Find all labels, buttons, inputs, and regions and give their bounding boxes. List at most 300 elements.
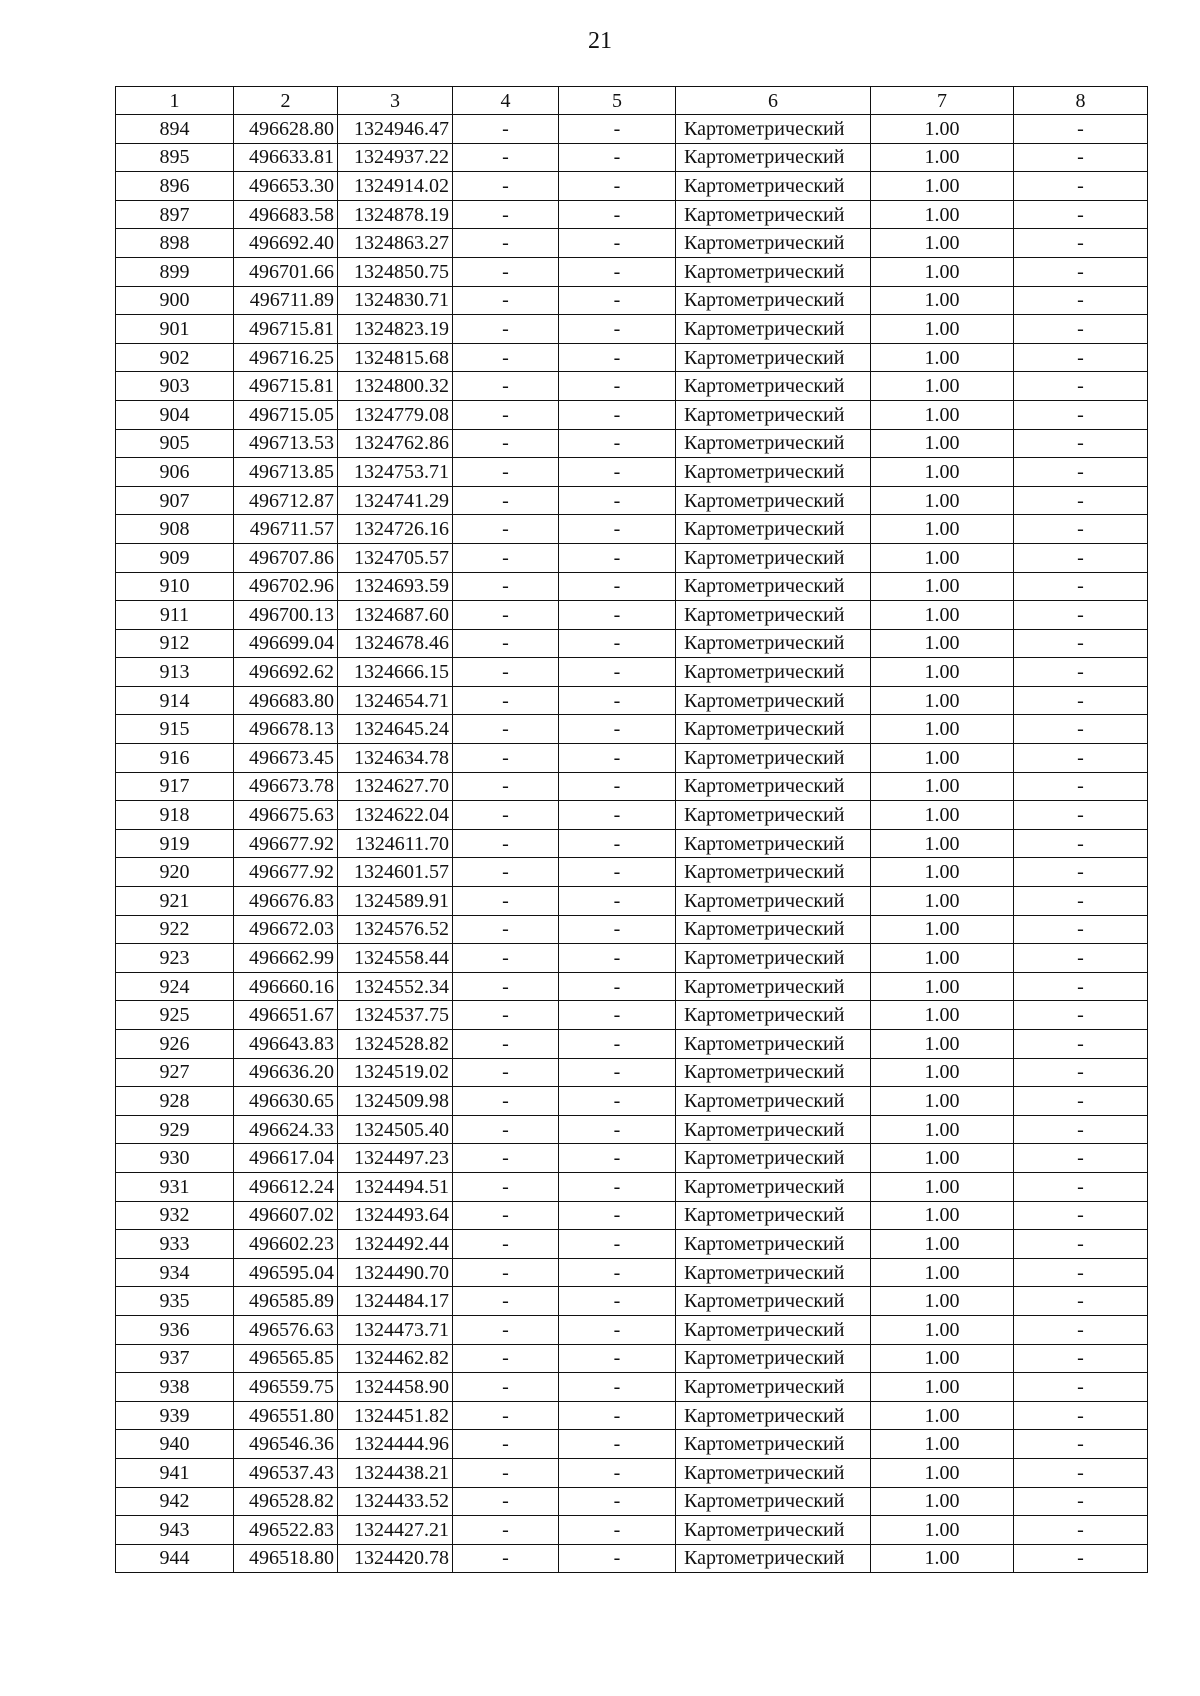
table-cell: 496678.13 <box>234 715 338 744</box>
table-cell: 496715.05 <box>234 400 338 429</box>
table-cell: 1324687.60 <box>338 601 453 630</box>
table-cell: - <box>559 486 676 515</box>
table-cell: - <box>559 372 676 401</box>
table-cell: - <box>453 1144 559 1173</box>
table-row <box>116 172 1148 201</box>
table-cell: - <box>1014 1344 1148 1373</box>
table-cell: 496692.40 <box>234 229 338 258</box>
table-cell: - <box>1014 1544 1148 1573</box>
table-cell: 1324438.21 <box>338 1458 453 1487</box>
table-cell: 496683.58 <box>234 200 338 229</box>
table-cell: 939 <box>116 1401 234 1430</box>
table-row <box>116 1058 1148 1087</box>
table-cell: - <box>1014 429 1148 458</box>
table-cell: 496672.03 <box>234 915 338 944</box>
table-cell: 1324611.70 <box>338 829 453 858</box>
table-cell: - <box>559 1230 676 1259</box>
table-row <box>116 400 1148 429</box>
table-cell: 1324678.46 <box>338 629 453 658</box>
table-cell: Картометрический <box>676 1172 871 1201</box>
table-cell: Картометрический <box>676 1458 871 1487</box>
table-cell: - <box>453 1458 559 1487</box>
table-row <box>116 1373 1148 1402</box>
table-cell: 1324622.04 <box>338 801 453 830</box>
table-row <box>116 744 1148 773</box>
table-cell: - <box>453 315 559 344</box>
table-cell: 496636.20 <box>234 1058 338 1087</box>
table-cell: 930 <box>116 1144 234 1173</box>
table-cell: 496713.85 <box>234 458 338 487</box>
table-cell: 1324850.75 <box>338 257 453 286</box>
table-cell: 1324451.82 <box>338 1401 453 1430</box>
table-cell: 1.00 <box>871 715 1014 744</box>
table-cell: - <box>453 229 559 258</box>
table-cell: Картометрический <box>676 1058 871 1087</box>
table-cell: 496522.83 <box>234 1516 338 1545</box>
table-cell: - <box>559 858 676 887</box>
table-cell: 1.00 <box>871 372 1014 401</box>
table-cell: 940 <box>116 1430 234 1459</box>
table-cell: 1.00 <box>871 257 1014 286</box>
table-cell: 1.00 <box>871 1230 1014 1259</box>
table-cell: 1.00 <box>871 1115 1014 1144</box>
table-row <box>116 1115 1148 1144</box>
table-cell: 1324427.21 <box>338 1516 453 1545</box>
table-cell: 1324693.59 <box>338 572 453 601</box>
table-cell: 496715.81 <box>234 315 338 344</box>
table-cell: - <box>559 686 676 715</box>
table-cell: 496715.81 <box>234 372 338 401</box>
table-cell: 1.00 <box>871 601 1014 630</box>
table-cell: 1.00 <box>871 1315 1014 1344</box>
table-cell: 1.00 <box>871 315 1014 344</box>
table-cell: Картометрический <box>676 172 871 201</box>
table-cell: - <box>559 229 676 258</box>
table-cell: 913 <box>116 658 234 687</box>
table-cell: 1.00 <box>871 115 1014 144</box>
table-cell: 1.00 <box>871 1487 1014 1516</box>
table-cell: - <box>1014 772 1148 801</box>
table-cell: Картометрический <box>676 744 871 773</box>
table-cell: - <box>453 115 559 144</box>
table-cell: 496711.57 <box>234 515 338 544</box>
table-row <box>116 1258 1148 1287</box>
table-cell: 1324528.82 <box>338 1030 453 1059</box>
table-row <box>116 1458 1148 1487</box>
table-row <box>116 1315 1148 1344</box>
table-cell: - <box>453 200 559 229</box>
table-cell: Картометрический <box>676 286 871 315</box>
table-cell: 896 <box>116 172 234 201</box>
table-cell: 924 <box>116 972 234 1001</box>
table-body <box>116 115 1148 1573</box>
table-cell: 938 <box>116 1373 234 1402</box>
table-cell: - <box>1014 629 1148 658</box>
table-cell: - <box>453 486 559 515</box>
table-cell: - <box>1014 715 1148 744</box>
table-cell: 496677.92 <box>234 858 338 887</box>
table-cell: 922 <box>116 915 234 944</box>
table-cell: - <box>559 257 676 286</box>
table-cell: 941 <box>116 1458 234 1487</box>
table-cell: - <box>453 1401 559 1430</box>
table-cell: 496707.86 <box>234 543 338 572</box>
table-cell: 1.00 <box>871 1030 1014 1059</box>
table-cell: - <box>453 543 559 572</box>
table-cell: - <box>559 1087 676 1116</box>
table-cell: - <box>559 1373 676 1402</box>
table-cell: Картометрический <box>676 429 871 458</box>
table-cell: - <box>559 315 676 344</box>
table-cell: 935 <box>116 1287 234 1316</box>
table-cell: - <box>559 744 676 773</box>
table-cell: - <box>1014 658 1148 687</box>
table-cell: 900 <box>116 286 234 315</box>
table-row <box>116 658 1148 687</box>
table-cell: 932 <box>116 1201 234 1230</box>
table-cell: 1.00 <box>871 686 1014 715</box>
table-cell: - <box>1014 1373 1148 1402</box>
table-cell: - <box>453 515 559 544</box>
table-cell: 1.00 <box>871 1344 1014 1373</box>
table-cell: - <box>1014 829 1148 858</box>
table-cell: - <box>559 1430 676 1459</box>
table-cell: 1.00 <box>871 1430 1014 1459</box>
table-cell: - <box>453 915 559 944</box>
table-cell: 496675.63 <box>234 801 338 830</box>
table-cell: - <box>1014 1287 1148 1316</box>
table-cell: - <box>453 744 559 773</box>
table-cell: 1324558.44 <box>338 944 453 973</box>
table-cell: - <box>453 972 559 1001</box>
column-header-6: 6 <box>676 87 871 115</box>
table-cell: 1324552.34 <box>338 972 453 1001</box>
table-cell: 1324462.82 <box>338 1344 453 1373</box>
table-cell: - <box>453 429 559 458</box>
table-cell: 1.00 <box>871 1058 1014 1087</box>
table-cell: 1.00 <box>871 1373 1014 1402</box>
table-cell: - <box>1014 887 1148 916</box>
table-cell: 496633.81 <box>234 143 338 172</box>
table-cell: 496701.66 <box>234 257 338 286</box>
table-cell: - <box>559 1058 676 1087</box>
table-row <box>116 286 1148 315</box>
table-cell: 1324645.24 <box>338 715 453 744</box>
column-header-3: 3 <box>338 87 453 115</box>
table-cell: 934 <box>116 1258 234 1287</box>
table-cell: 1324762.86 <box>338 429 453 458</box>
table-row <box>116 1201 1148 1230</box>
table-cell: 1.00 <box>871 744 1014 773</box>
table-row <box>116 1344 1148 1373</box>
table-cell: Картометрический <box>676 257 871 286</box>
table-cell: - <box>1014 515 1148 544</box>
table-cell: 496624.33 <box>234 1115 338 1144</box>
table-cell: 899 <box>116 257 234 286</box>
table-row <box>116 772 1148 801</box>
table-cell: - <box>1014 1030 1148 1059</box>
table-row <box>116 1172 1148 1201</box>
table-row <box>116 1144 1148 1173</box>
table-cell: 1324601.57 <box>338 858 453 887</box>
table-cell: 496630.65 <box>234 1087 338 1116</box>
table-row <box>116 801 1148 830</box>
table-cell: Картометрический <box>676 1430 871 1459</box>
table-cell: Картометрический <box>676 486 871 515</box>
table-row <box>116 1430 1148 1459</box>
table-row <box>116 858 1148 887</box>
table-cell: Картометрический <box>676 115 871 144</box>
table-cell: 904 <box>116 400 234 429</box>
table-cell: 921 <box>116 887 234 916</box>
table-cell: - <box>1014 1058 1148 1087</box>
table-cell: 496676.83 <box>234 887 338 916</box>
table-row <box>116 343 1148 372</box>
table-cell: 1324830.71 <box>338 286 453 315</box>
table-cell: - <box>559 1001 676 1030</box>
table-cell: 1324741.29 <box>338 486 453 515</box>
table-cell: 496712.87 <box>234 486 338 515</box>
table-cell: 1.00 <box>871 858 1014 887</box>
table-cell: 1.00 <box>871 172 1014 201</box>
table-cell: - <box>559 915 676 944</box>
table-cell: - <box>1014 172 1148 201</box>
table-cell: 496673.78 <box>234 772 338 801</box>
table-cell: 1.00 <box>871 486 1014 515</box>
table-cell: 496677.92 <box>234 829 338 858</box>
table-cell: 919 <box>116 829 234 858</box>
table-cell: 1.00 <box>871 572 1014 601</box>
table-cell: Картометрический <box>676 1258 871 1287</box>
table-cell: 496559.75 <box>234 1373 338 1402</box>
table-row <box>116 486 1148 515</box>
table-cell: - <box>559 972 676 1001</box>
column-header-4: 4 <box>453 87 559 115</box>
table-cell: 1.00 <box>871 429 1014 458</box>
table-cell: 920 <box>116 858 234 887</box>
table-cell: 909 <box>116 543 234 572</box>
table-cell: 496607.02 <box>234 1201 338 1230</box>
table-cell: - <box>453 1172 559 1201</box>
table-cell: - <box>559 601 676 630</box>
table-cell: - <box>1014 686 1148 715</box>
table-cell: 496602.23 <box>234 1230 338 1259</box>
table-cell: 1.00 <box>871 1001 1014 1030</box>
table-cell: - <box>559 658 676 687</box>
table-cell: - <box>559 629 676 658</box>
table-cell: 1.00 <box>871 200 1014 229</box>
table-cell: - <box>1014 915 1148 944</box>
table-cell: - <box>1014 1087 1148 1116</box>
table-cell: - <box>559 1172 676 1201</box>
table-cell: - <box>1014 200 1148 229</box>
table-cell: - <box>559 143 676 172</box>
table-cell: 1.00 <box>871 1258 1014 1287</box>
table-cell: - <box>559 1458 676 1487</box>
column-header-5: 5 <box>559 87 676 115</box>
table-cell: - <box>559 458 676 487</box>
table-cell: 1324420.78 <box>338 1544 453 1573</box>
table-cell: - <box>1014 1458 1148 1487</box>
table-cell: - <box>559 572 676 601</box>
table-row <box>116 115 1148 144</box>
table-cell: - <box>559 944 676 973</box>
table-cell: 902 <box>116 343 234 372</box>
table-cell: 1324666.15 <box>338 658 453 687</box>
table-cell: 496576.63 <box>234 1315 338 1344</box>
table-cell: - <box>559 1315 676 1344</box>
table-cell: - <box>1014 400 1148 429</box>
table-cell: - <box>453 1058 559 1087</box>
table-cell: - <box>559 1287 676 1316</box>
table-cell: Картометрический <box>676 400 871 429</box>
table-cell: - <box>1014 972 1148 1001</box>
table-cell: 496713.53 <box>234 429 338 458</box>
table-cell: 1.00 <box>871 1516 1014 1545</box>
table-row <box>116 972 1148 1001</box>
table-cell: Картометрический <box>676 1201 871 1230</box>
table-cell: 1.00 <box>871 229 1014 258</box>
table-cell: Картометрический <box>676 915 871 944</box>
table-cell: - <box>1014 1001 1148 1030</box>
table-cell: 937 <box>116 1344 234 1373</box>
table-row <box>116 1087 1148 1116</box>
table-cell: - <box>559 1487 676 1516</box>
table-cell: 1.00 <box>871 944 1014 973</box>
table-row <box>116 315 1148 344</box>
table-row <box>116 372 1148 401</box>
table-cell: 496651.67 <box>234 1001 338 1030</box>
table-cell: - <box>559 801 676 830</box>
table-cell: 1324815.68 <box>338 343 453 372</box>
table-cell: - <box>453 257 559 286</box>
table-cell: 496692.62 <box>234 658 338 687</box>
table-cell: Картометрический <box>676 229 871 258</box>
page-number: 21 <box>588 28 612 54</box>
table-cell: - <box>559 887 676 916</box>
table-cell: Картометрический <box>676 515 871 544</box>
table-cell: - <box>453 343 559 372</box>
table-cell: - <box>453 1230 559 1259</box>
table-cell: 925 <box>116 1001 234 1030</box>
table-cell: 496595.04 <box>234 1258 338 1287</box>
table-cell: 1.00 <box>871 1458 1014 1487</box>
coordinates-table <box>115 86 1148 1573</box>
table-cell: - <box>453 629 559 658</box>
table-cell: 912 <box>116 629 234 658</box>
table-cell: 1324492.44 <box>338 1230 453 1259</box>
column-header-7: 7 <box>871 87 1014 115</box>
table-row <box>116 1030 1148 1059</box>
table-cell: 1324509.98 <box>338 1087 453 1116</box>
table-cell: Картометрический <box>676 601 871 630</box>
table-cell: Картометрический <box>676 858 871 887</box>
table-cell: Картометрический <box>676 143 871 172</box>
table-cell: 926 <box>116 1030 234 1059</box>
table-cell: 929 <box>116 1115 234 1144</box>
table-cell: 496699.04 <box>234 629 338 658</box>
table-cell: 1.00 <box>871 543 1014 572</box>
table-cell: Картометрический <box>676 944 871 973</box>
table-cell: - <box>453 829 559 858</box>
table-cell: 1324654.71 <box>338 686 453 715</box>
table-cell: 1324779.08 <box>338 400 453 429</box>
table-cell: 1.00 <box>871 915 1014 944</box>
table-cell: - <box>1014 858 1148 887</box>
table-cell: - <box>559 172 676 201</box>
table-cell: - <box>453 1287 559 1316</box>
table-cell: 1.00 <box>871 343 1014 372</box>
table-cell: Картометрический <box>676 372 871 401</box>
table-row <box>116 543 1148 572</box>
table-cell: - <box>453 686 559 715</box>
table-cell: Картометрический <box>676 658 871 687</box>
table-cell: 496711.89 <box>234 286 338 315</box>
table-cell: 1.00 <box>871 772 1014 801</box>
table-cell: - <box>1014 543 1148 572</box>
table-cell: Картометрический <box>676 1344 871 1373</box>
table-cell: 1324753.71 <box>338 458 453 487</box>
table-cell: 944 <box>116 1544 234 1573</box>
table-cell: 496660.16 <box>234 972 338 1001</box>
table-row <box>116 1401 1148 1430</box>
table-cell: 897 <box>116 200 234 229</box>
table-cell: 1324627.70 <box>338 772 453 801</box>
table-cell: - <box>1014 257 1148 286</box>
table-cell: 1.00 <box>871 1172 1014 1201</box>
table-cell: - <box>559 343 676 372</box>
table-cell: Картометрический <box>676 829 871 858</box>
table-cell: 1324800.32 <box>338 372 453 401</box>
table-cell: 895 <box>116 143 234 172</box>
table-cell: 1324946.47 <box>338 115 453 144</box>
table-cell: - <box>453 143 559 172</box>
table-cell: 1.00 <box>871 1087 1014 1116</box>
table-cell: 894 <box>116 115 234 144</box>
table-cell: 1.00 <box>871 801 1014 830</box>
table-cell: - <box>1014 572 1148 601</box>
table-cell: 918 <box>116 801 234 830</box>
table-cell: - <box>559 1030 676 1059</box>
table-cell: - <box>1014 944 1148 973</box>
table-row <box>116 629 1148 658</box>
table-cell: 1324433.52 <box>338 1487 453 1516</box>
table-cell: 496628.80 <box>234 115 338 144</box>
table-cell: 1324726.16 <box>338 515 453 544</box>
table-cell: 917 <box>116 772 234 801</box>
table-cell: - <box>559 1344 676 1373</box>
table-cell: - <box>559 1115 676 1144</box>
table-row <box>116 1544 1148 1573</box>
table-cell: Картометрический <box>676 1087 871 1116</box>
table-cell: - <box>453 772 559 801</box>
table-cell: 1.00 <box>871 1544 1014 1573</box>
table-cell: Картометрический <box>676 1030 871 1059</box>
table-cell: - <box>559 286 676 315</box>
table-cell: 496518.80 <box>234 1544 338 1573</box>
table-cell: 915 <box>116 715 234 744</box>
table-cell: - <box>1014 458 1148 487</box>
table-cell: - <box>1014 1401 1148 1430</box>
table-row <box>116 200 1148 229</box>
table-cell: Картометрический <box>676 715 871 744</box>
table-cell: 903 <box>116 372 234 401</box>
table-row <box>116 429 1148 458</box>
table-cell: 496683.80 <box>234 686 338 715</box>
table-cell: 496551.80 <box>234 1401 338 1430</box>
table-cell: - <box>559 1144 676 1173</box>
table-cell: 1324823.19 <box>338 315 453 344</box>
